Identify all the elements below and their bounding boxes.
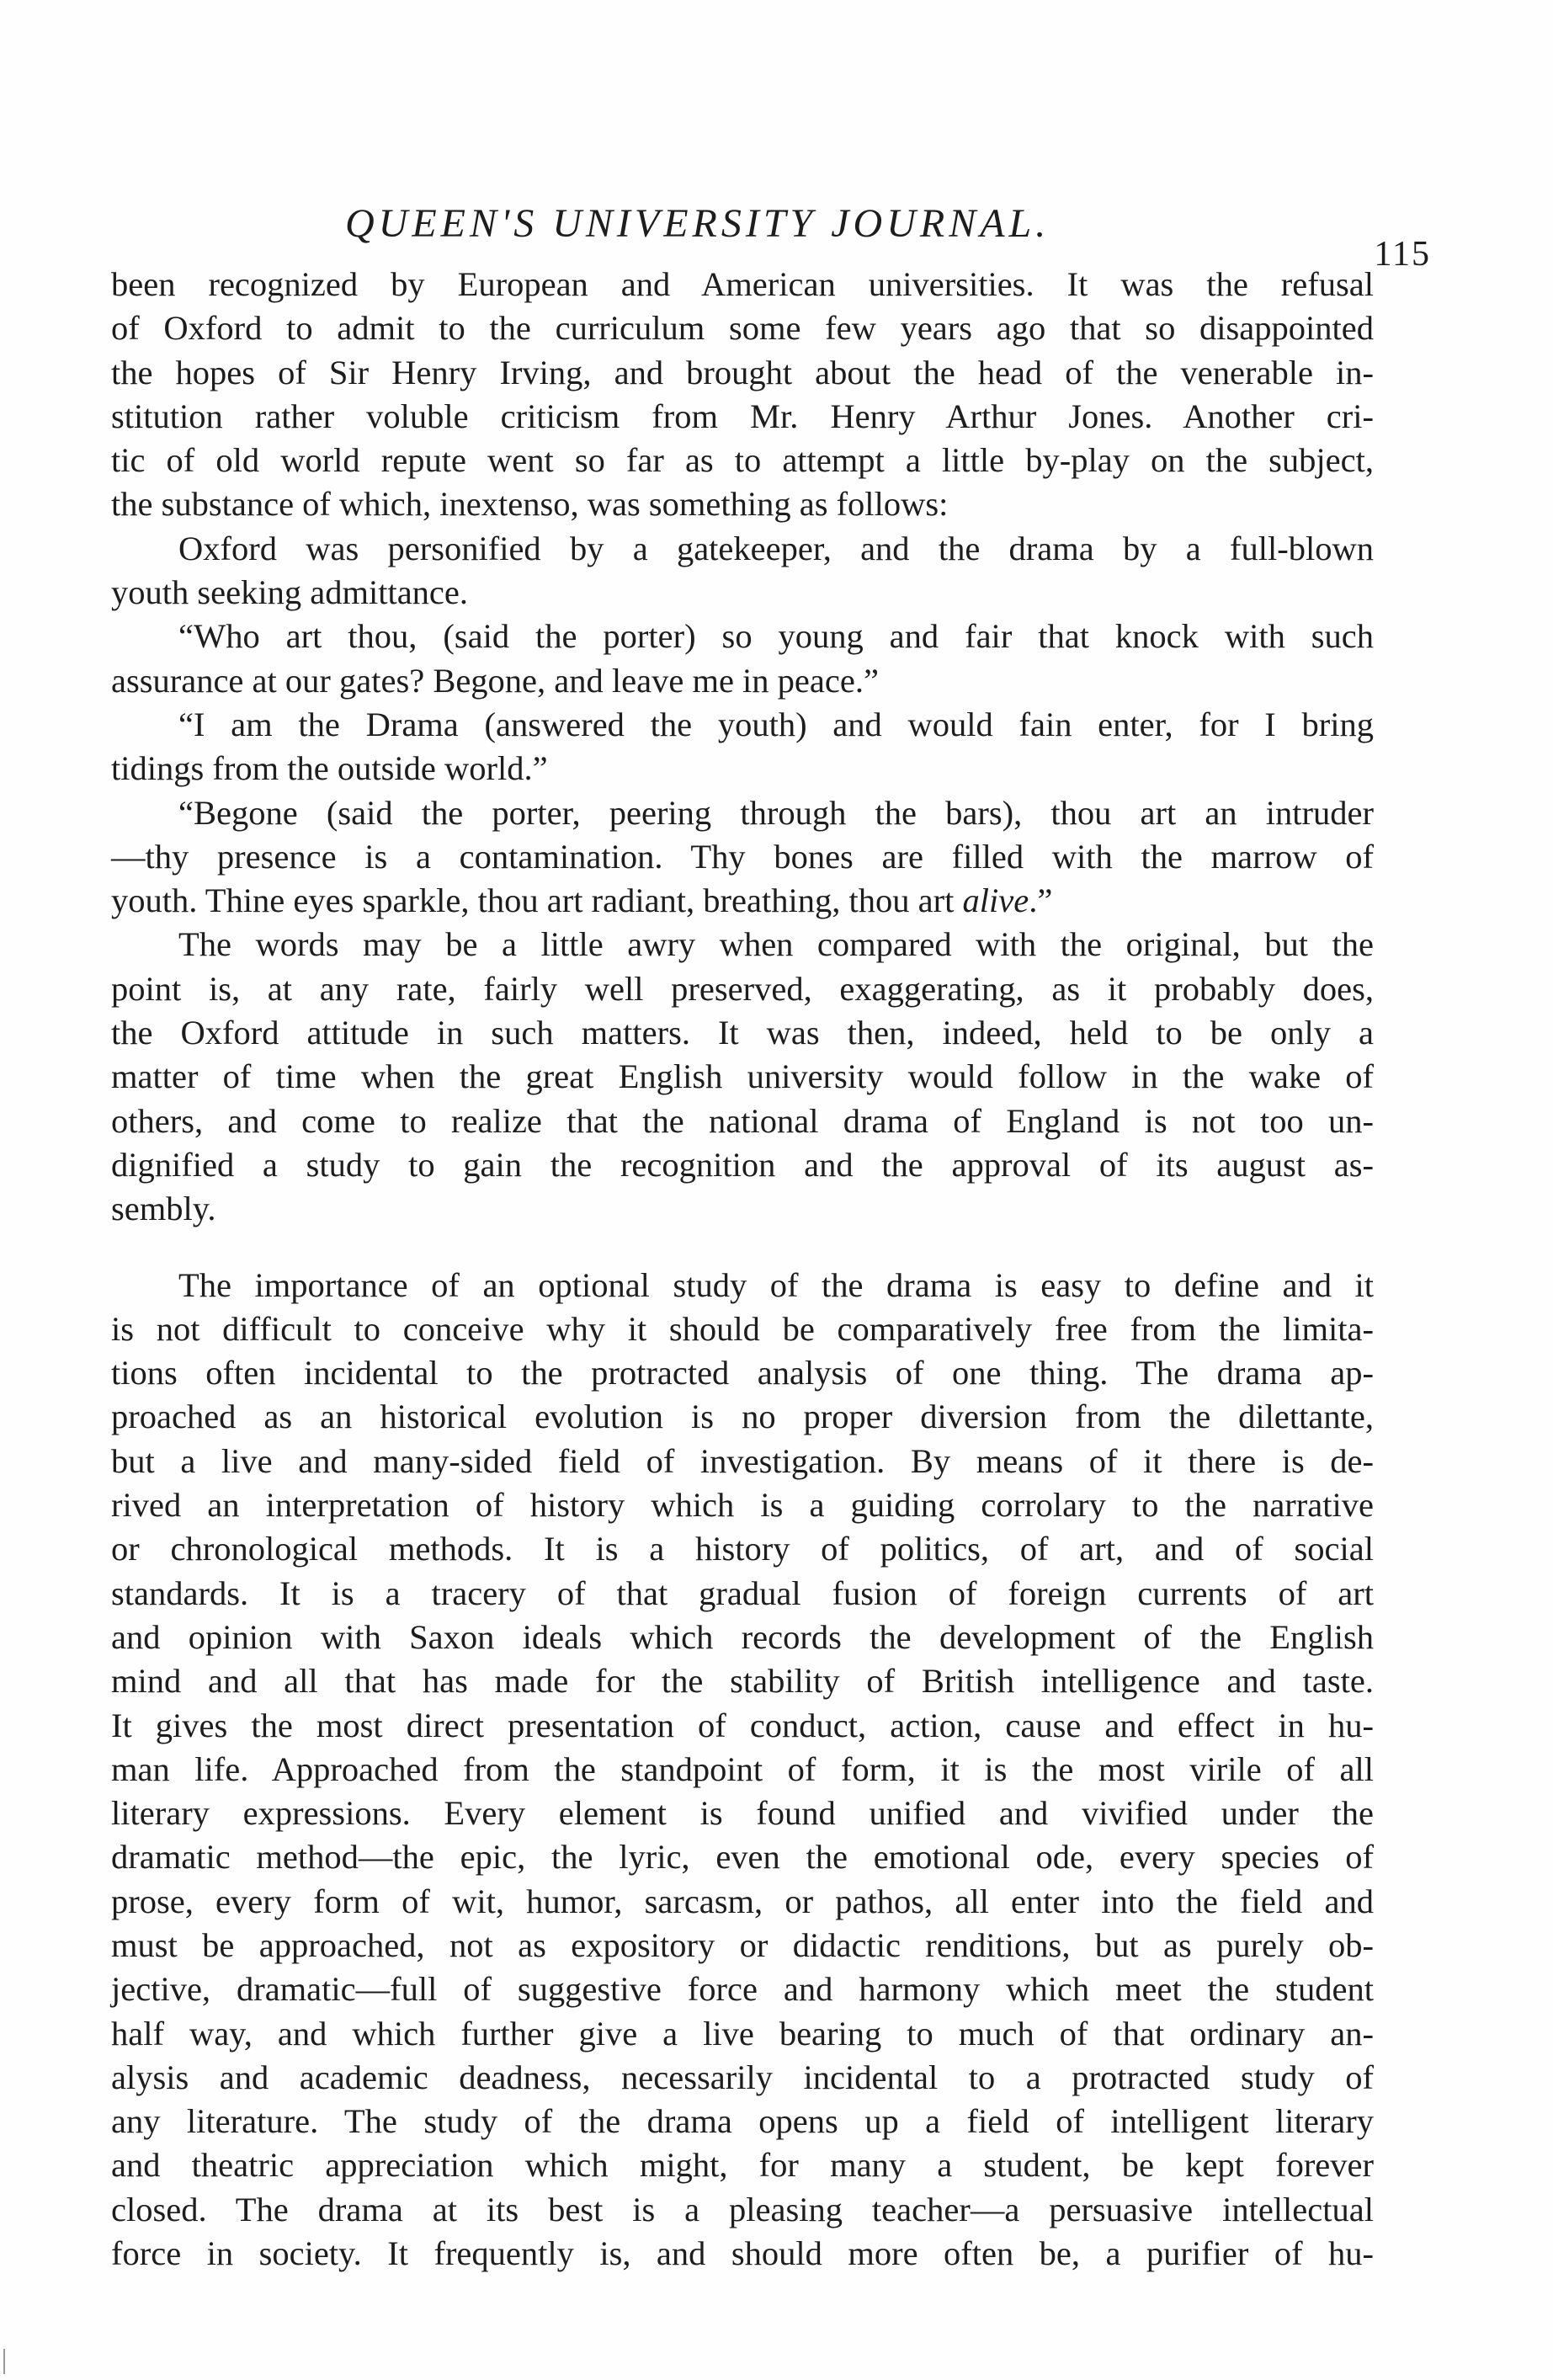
text-line: or chronological methods. It is a history of politics, of art, and of social [111,1530,1374,1568]
text-line: but a live and many-sided field of investigation. By means of it there is de- [111,1441,1374,1480]
text-line: “Who art thou, (said the porter) so young and fair that knock with such [178,617,1374,656]
text-line: literary expressions. Every element is found unified and vivified under the [111,1794,1374,1833]
running-head [118,200,1431,274]
text-line: tions often incidental to the protracted analysis of one thing. The drama ap- [111,1354,1374,1392]
text-line: stitution rather voluble criticism from Mr. Henry Arthur Jones. Another cri- [111,397,1374,435]
text-line: any literature. The study of the drama opens up a field of intelligent literary [111,2102,1374,2141]
text-line: the substance of which, inextenso, was something as follows: [111,485,949,524]
text-line: rived an interpretation of history which is a guiding corrolary to the narrative [111,1486,1374,1525]
text-line: —thy presence is a contamination. Thy bones are filled with the marrow of [111,837,1374,876]
text-line: matter of time when the great English university would follow in the wake of [111,1057,1374,1096]
text-line: of Oxford to admit to the curriculum some few years ago that so disappointed [111,309,1374,348]
text-line: been recognized by European and American universities. It was the refusal [111,265,1374,303]
text-line: Oxford was personified by a gatekeeper, and the drama by a full-blown [178,529,1374,567]
text-line: mind and all that has made for the stability of British intelligence and taste. [111,1662,1374,1701]
text-line: alysis and academic deadness, necessarily incidental to a protracted study of [111,2058,1374,2096]
journal-title: QUEEN'S UNIVERSITY JOURNAL. [345,201,1050,246]
text-line: the Oxford attitude in such matters. It was then, indeed, held to be only a [111,1014,1374,1052]
text-line: The words may be a little awry when compared with the original, but the [178,925,1374,964]
text-line: sembly. [111,1190,216,1228]
text-line: youth. Thine eyes sparkle, thou art radiant, breathing, thou art alive.” [111,881,1053,920]
text-line: assurance at our gates? Begone, and leave me in peace.” [111,661,879,700]
text-line: and theatric appreciation which might, for many a student, be kept forever [111,2146,1374,2185]
text-line: point is, at any rate, fairly well preserved, exaggerating, as it probably does, [111,969,1374,1008]
text-line: is not difficult to conceive why it should be comparatively free from the limita- [111,1309,1374,1348]
page-number: 115 [1374,235,1431,274]
text-line: youth seeking admittance. [111,573,469,612]
text-line: “Begone (said the porter, peering through the bars), thou art an intruder [178,793,1374,832]
text-line: half way, and which further give a live bearing to much of that ordinary an- [111,2014,1374,2053]
text-line: tidings from the outside world.” [111,749,548,788]
text-line: and opinion with Saxon ideals which records the development of the English [111,1617,1374,1656]
text-line: standards. It is a tracery of that gradual fusion of foreign currents of art [111,1573,1374,1612]
text-line: tic of old world repute went so far as to attempt a little by-play on the subject, [111,441,1374,480]
paragraph-gap [111,1232,1374,1264]
text-line: man life. Approached from the standpoint of form, it is the most virile of all [111,1749,1374,1788]
article-body [111,263,1374,2276]
text-line: closed. The drama at its best is a pleasing teacher—a persuasive intellectual [111,2190,1374,2228]
text-line: others, and come to realize that the national drama of England is not too un- [111,1101,1374,1140]
text-line: The importance of an optional study of the drama is easy to define and it [178,1265,1374,1304]
scan-edge-mark [3,2349,5,2374]
text-line: prose, every form of wit, humor, sarcasm, or pathos, all enter into the field and [111,1882,1374,1920]
text-line: It gives the most direct presentation of conduct, action, cause and effect in hu- [111,1706,1374,1744]
text-line: “I am the Drama (answered the youth) and would fain enter, for I bring [178,705,1374,743]
text-line: jective, dramatic—full of suggestive force and harmony which meet the student [111,1970,1374,2009]
text-line: dignified a study to gain the recognition and the approval of its august as- [111,1145,1374,1184]
text-line: proached as an historical evolution is no proper diversion from the dilettante, [111,1398,1374,1436]
text-line: must be approached, not as expository or didactic renditions, but as purely ob- [111,1925,1374,1964]
text-line: force in society. It frequently is, and should more often be, a purifier of hu- [111,2234,1374,2273]
text-line: the hopes of Sir Henry Irving, and brought about the head of the venerable in- [111,353,1374,391]
text-line: dramatic method—the epic, the lyric, even the emotional ode, every species of [111,1838,1374,1877]
